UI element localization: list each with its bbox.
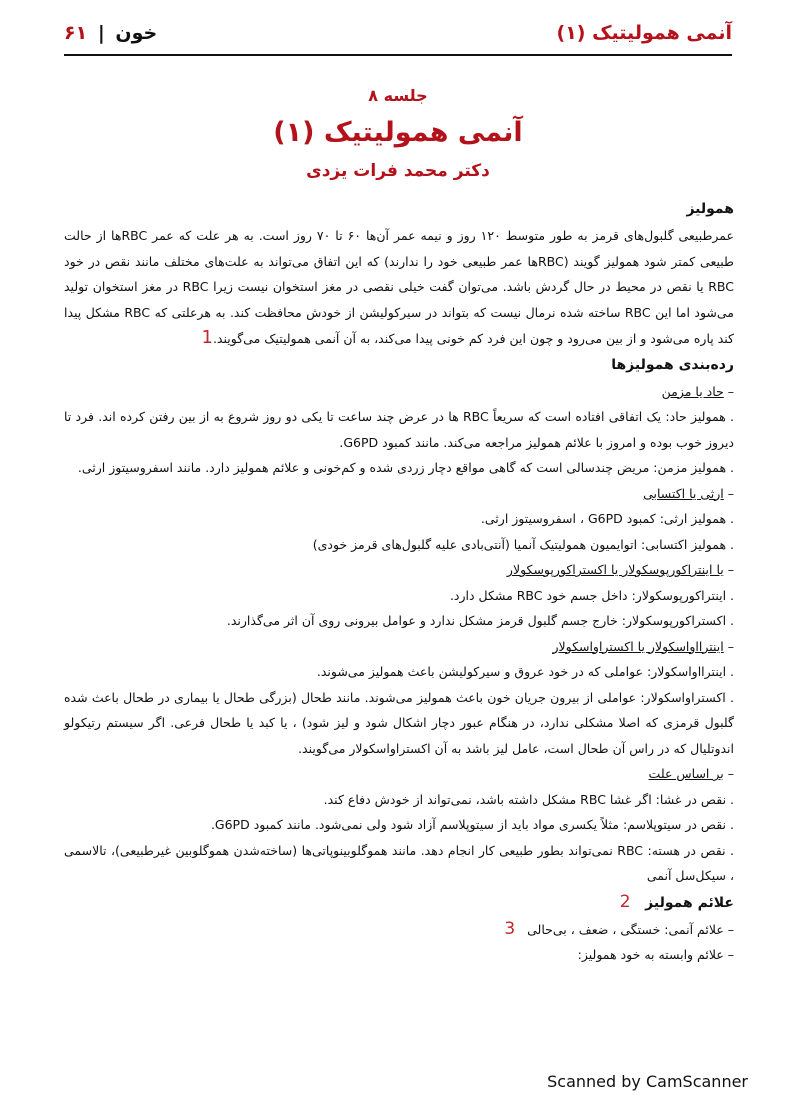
session-label: جلسه ۸ bbox=[368, 86, 428, 105]
category-5 bbox=[64, 761, 734, 787]
list-item: . همولیز اکتسابی: اتوایمیون همولیتیک آنمیا (آنتی‌بادی علیه گلبول‌های قرمز خودی) bbox=[312, 536, 734, 552]
category-dash: – bbox=[723, 638, 734, 654]
annotation-mark-2: 2 bbox=[619, 891, 631, 912]
list-item: . نقص در سیتوپلاسم: مثلاً یکسری مواد باید از سیتوپلاسم آزاد شود ولی نمی‌شود. مانند کمبود G6PD. bbox=[210, 817, 734, 832]
list-item: . اکستراواسکولار: عواملی از بیرون جریان خون باعث همولیز می‌شوند. مانند طحال (بزرگی طحال یا بیماری در طحال باعث شده گلبول قرمزی که اصلا مشکلی ندارد، در هنگام عبور دچار اشکال شود و لیز شود) ، یا کبد یا طحال فرعی. اگر سیستم رتیکولو اندوتلیال که در راس آن طحال است، عامل لیز باشد به آن اکستراواسکولار می‌گویند. bbox=[64, 689, 734, 756]
list-item: . اینترااواسکولار: عواملی که در خود عروق و سیرکولیشن باعث همولیز می‌شوند. bbox=[316, 664, 734, 679]
list-item: – علائم وابسته به خود همولیز: bbox=[577, 947, 734, 962]
list-item: . نقص در هسته: RBC نمی‌تواند بطور طبیعی کار انجام دهد. مانند هموگلوبینوپاتی‌ها (ساخته‌شدن هموگلوبین غیرطبیعی)، تالاسمی ، سیکل‌سل آنمی bbox=[64, 842, 734, 883]
category-3-title: یا اینتراکورپوسکولار یا اکستراکورپوسکولار bbox=[506, 562, 724, 577]
paragraph-intro bbox=[64, 223, 734, 352]
category-3 bbox=[64, 557, 734, 583]
author-name: دکتر محمد فرات یزدی bbox=[306, 161, 490, 181]
list-item: . نقص در غشا: اگر غشا RBC مشکل داشته باشد، نمی‌تواند از خودش دفاع کند. bbox=[323, 791, 734, 807]
list-item: . اکستراکورپوسکولار: خارج جسم گلبول قرمز مشکل ندارد و عوامل بیرونی روی آن اثر می‌گذارند. bbox=[226, 613, 734, 628]
list-item: . همولیز مزمن: مریض چندسالی است که گاهی مواقع دچار زردی شده و کم‌خونی و علائم همولیز دارد. مانند اسفروسیتوز ارثی. bbox=[77, 460, 734, 475]
page-number: ۶۱ bbox=[64, 22, 88, 44]
category-dash: – bbox=[723, 562, 734, 577]
page-label bbox=[64, 22, 157, 44]
heading-signs bbox=[64, 889, 734, 917]
heading-signs-text: علائم همولیز bbox=[645, 894, 734, 911]
list-item: . اینتراکورپوسکولار: داخل جسم خود RBC مشکل دارد. bbox=[449, 587, 734, 603]
category-1-title: حاد یا مزمن bbox=[661, 383, 724, 399]
scanner-watermark: Scanned by CamScanner bbox=[547, 1072, 748, 1091]
category-4-title: اینترااواسکولار یا اکستراواسکولار bbox=[552, 638, 724, 654]
category-dash: – bbox=[723, 766, 734, 781]
category-4 bbox=[64, 634, 734, 660]
header-separator: | bbox=[97, 22, 105, 44]
signs-anemia-text: – علائم آنمی: خستگی ، ضعف ، بی‌حالی bbox=[527, 921, 734, 937]
section-name: خون bbox=[115, 22, 158, 44]
category-2 bbox=[64, 481, 734, 507]
category-1 bbox=[64, 379, 734, 405]
list-item: . همولیز حاد: یک اتفاقی افتاده است که سریعاً RBC ها در عرض چند ساعت تا یکی دو روز شروع به از بین رفتن کرده اند. فرد تا دیروز خوب بوده و امروز با علائم همولیز مراجعه می‌کند. مانند کمبود G6PD. bbox=[64, 409, 735, 450]
paragraph-intro-text: عمرطبیعی گلبول‌های قرمز به طور متوسط ۱۲۰ روز و نیمه عمر آن‌ها ۶۰ تا ۷۰ روز است. به هر علت که عمر RBCها از حالت طبیعی کمتر شود همولیز گویند (RBCها عمر طبیعی خود را ندارند) که این اتفاق می‌تواند به علت‌های مختلف مانند نقص در خود RBC یا نقص در محیط در حال گردش باشد. می‌توان گفت خیلی نقصی در مغز استخوان نیست زیرا RBC در مغز استخوان تولید می‌شود اما این RBC ساخته شده نرمال نیست که بتواند در سیرکولیشن از خودش محافظت کند. به هرعلتی که RBC مشکل پیدا کند پاره می‌شود و از بین می‌رود و چون این فرد کم خونی پیدا می‌کند، به آن آنمی همولیتیک می‌گویند. bbox=[64, 228, 734, 346]
heading-classification: رده‌بندی همولیزها bbox=[611, 356, 734, 373]
annotation-mark-1: 1 bbox=[201, 327, 213, 348]
heading-hemolysis: همولیز bbox=[686, 201, 734, 217]
list-item bbox=[64, 917, 734, 943]
annotation-mark-3: 3 bbox=[504, 918, 516, 939]
document-body bbox=[64, 196, 734, 968]
page-header bbox=[64, 14, 732, 56]
page-title: آنمی همولیتیک (۱) bbox=[273, 117, 523, 148]
chapter-title: آنمی همولیتیک (۱) bbox=[556, 22, 732, 44]
list-item: . همولیز ارثی: کمبود G6PD ، اسفروسیتوز ارثی. bbox=[480, 511, 734, 526]
title-block bbox=[64, 82, 732, 186]
category-2-title: ارثی یا اکتسابی bbox=[643, 485, 724, 501]
category-dash: – bbox=[723, 485, 734, 501]
category-5-title: بر اساس علت bbox=[648, 766, 724, 781]
category-dash: – bbox=[723, 383, 734, 399]
